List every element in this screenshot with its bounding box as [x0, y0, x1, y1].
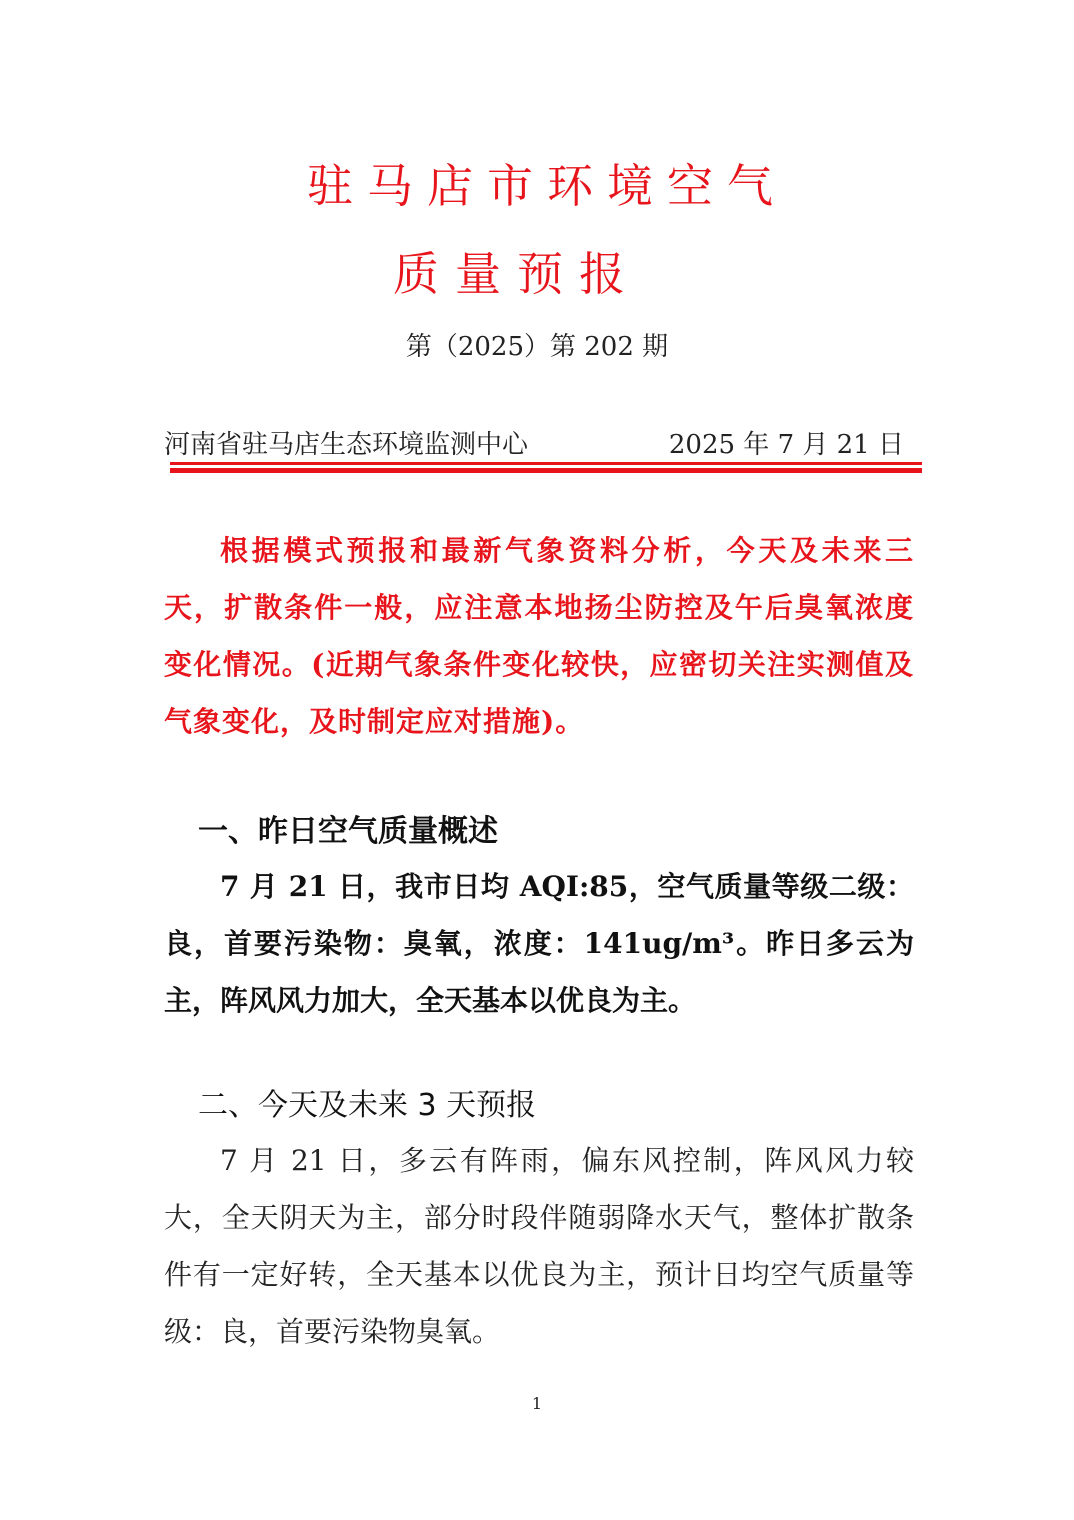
issue-number: 第（2025）第 202 期 — [405, 332, 669, 362]
header-divider-thick — [170, 468, 922, 473]
header-row — [164, 424, 904, 460]
section-body-forecast: 7 月 21 日，多云有阵雨，偏东风控制，阵风风力较大，全天阴天为主，部分时段伴随弱降水天气，整体扩散条件有一定好转，全天基本以优良为主，预计日均空气质量等级：良，首要污染物臭氧。 — [164, 1144, 914, 1348]
section-body-yesterday: 7 月 21 日，我市日均 AQI:85，空气质量等级二级：良，首要污染物：臭氧，浓度：141ug/m³。昨日多云为主，阵风风力加大，全天基本以优良为主。 — [164, 870, 914, 1017]
header-divider-thin — [170, 462, 922, 465]
forecast-summary: 根据模式预报和最新气象资料分析，今天及未来三天，扩散条件一般，应注意本地扬尘防控及午后臭氧浓度变化情况。(近期气象条件变化较快，应密切关注实测值及气象变化，及时制定应对措施)。 — [164, 534, 914, 738]
issuing-organization: 河南省驻马店生态环境监测中心 — [164, 430, 529, 460]
document-title-line2: 质量预报 — [393, 247, 641, 301]
page-number: 1 — [531, 1394, 543, 1413]
document-title-line1: 驻马店市环境空气 — [307, 159, 787, 213]
issue-date: 2025 年 7 月 21 日 — [668, 430, 904, 460]
section-heading-forecast: 二、今天及未来 3 天预报 — [198, 1088, 537, 1123]
section-heading-yesterday: 一、昨日空气质量概述 — [198, 814, 498, 849]
